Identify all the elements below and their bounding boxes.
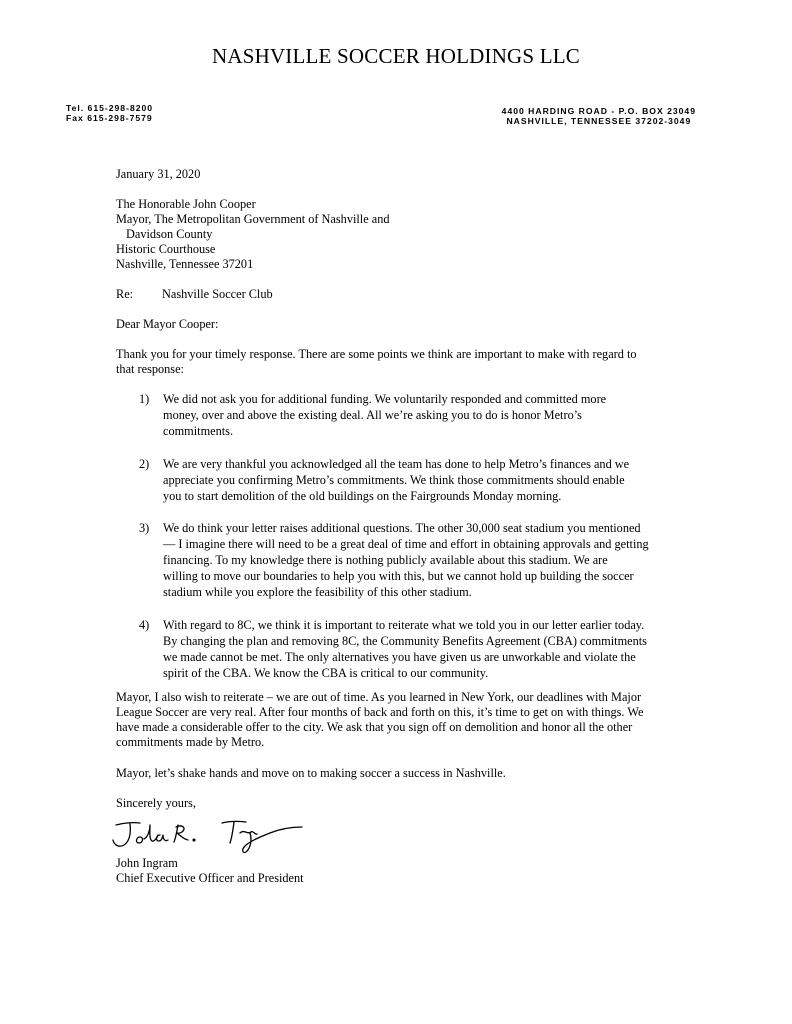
point-line: financing. To my knowledge there is nothing publicly available about this stadium. We are (163, 553, 608, 567)
point-line: willing to move our boundaries to help you with this, but we cannot hold up building the soccer (163, 569, 634, 583)
letter-date: January 31, 2020 (116, 167, 201, 181)
point-line: you to start demolition of the old buildings on the Fairgrounds Monday morning. (163, 489, 562, 503)
signer-name: John Ingram (116, 856, 178, 870)
point-line: appreciate you confirming Metro’s commitments. We think those commitments should enable (163, 473, 625, 487)
point-number: 4) (139, 618, 150, 632)
point-line: we made cannot be met. The only alternatives you have given us are unworkable and violate the (163, 650, 636, 664)
recipient-line-5: Nashville, Tennessee 37201 (116, 257, 254, 271)
letterhead-contact-numbers (66, 103, 153, 123)
point-line: We are very thankful you acknowledged all the team has done to help Metro’s finances and we (163, 457, 630, 471)
closing-paragraph (116, 690, 643, 750)
recipient-line-4: Historic Courthouse (116, 242, 216, 256)
recipient-line-2: Mayor, The Metropolitan Government of Nashville and (116, 212, 390, 226)
recipient-line-1: The Honorable John Cooper (116, 197, 256, 211)
signer-title: Chief Executive Officer and President (116, 871, 304, 885)
point-line: commitments. (163, 424, 234, 438)
address-line-1: 4400 HARDING ROAD - P.O. BOX 23049 (501, 106, 696, 116)
point-line: — I imagine there will need to be a great deal of time and effort in obtaining approvals and getting (163, 537, 649, 551)
re-label: Re: (116, 287, 134, 301)
letterhead-company-name: NASHVILLE SOCCER HOLDINGS LLC (211, 44, 581, 68)
point-line: By changing the plan and removing 8C, the Community Benefits Agreement (CBA) commitments (163, 634, 647, 648)
point-line: spirit of the CBA. We know the CBA is critical to our community. (163, 666, 489, 680)
point-number: 1) (139, 392, 150, 406)
closing-line: League Soccer are very real. After four months of back and forth on this, it’s time to get on with things. We (116, 705, 644, 719)
closing-line: have made a considerable offer to the city. We ask that you sign off on demolition and honor all the other (116, 720, 633, 734)
closing-line: commitments made by Metro. (116, 735, 265, 749)
valediction: Sincerely yours, (116, 796, 196, 810)
point-line: We did not ask you for additional funding. We voluntarily responded and committed more (163, 392, 607, 406)
point-number: 2) (139, 457, 150, 471)
recipient-address-block (116, 197, 390, 272)
signer-block (116, 856, 304, 886)
fax-number: Fax 615-298-7579 (66, 113, 153, 123)
point-line: With regard to 8C, we think it is important to reiterate what we told you in our letter earlier today. (163, 618, 645, 632)
point-line: We do think your letter raises additional questions. The other 30,000 seat stadium you mentioned (163, 521, 641, 535)
final-line: Mayor, let’s shake hands and move on to making soccer a success in Nashville. (116, 766, 506, 780)
salutation: Dear Mayor Cooper: (116, 317, 219, 331)
re-subject: Nashville Soccer Club (162, 287, 273, 301)
point-line: stadium while you explore the feasibility of this other stadium. (163, 585, 472, 599)
point-number: 3) (139, 521, 150, 535)
address-line-2: NASHVILLE, TENNESSEE 37202-3049 (506, 116, 692, 126)
intro-line-2: that response: (116, 362, 184, 376)
intro-paragraph (116, 347, 637, 377)
handwritten-signature (110, 815, 310, 859)
closing-line: Mayor, I also wish to reiterate – we are out of time. As you learned in New York, our deadlines with Major (116, 690, 642, 704)
recipient-line-3: Davidson County (126, 227, 213, 241)
phone-number: Tel. 615-298-8200 (66, 103, 154, 113)
letterhead-address (502, 106, 696, 126)
intro-line-1: Thank you for your timely response. There are some points we think are important to make with regard to (116, 347, 637, 361)
point-line: money, over and above the existing deal. All we’re asking you to do is honor Metro’s (163, 408, 582, 422)
